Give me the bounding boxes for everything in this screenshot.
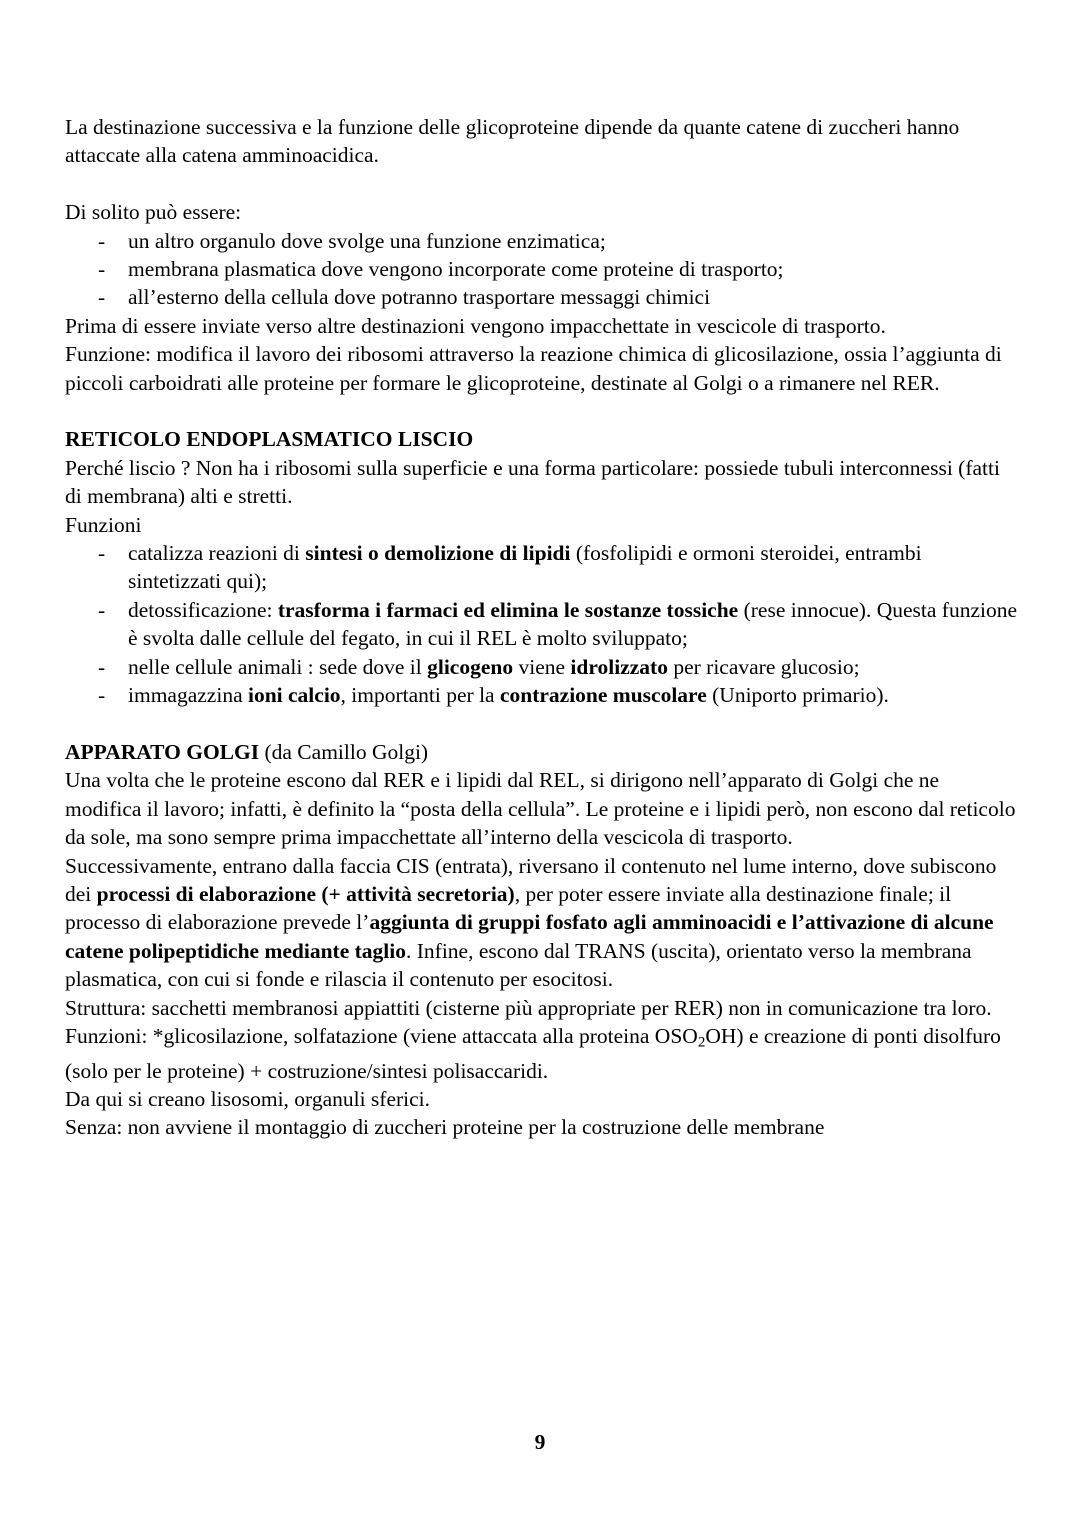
text-run: La destinazione successiva e la funzione delle glicoproteine dipende da quante catene di zuccheri hanno attaccate alla catena amminoacidica. (65, 115, 960, 168)
text-run: , per poter essere inviate alla destinazione finale; il processo di elaborazione prevede l’ (65, 881, 952, 935)
funzioni-label-rel (65, 511, 1017, 539)
list-item-organulo (65, 227, 1017, 255)
text-run: immagazzina (128, 683, 248, 708)
text-run: viene (513, 654, 571, 679)
text-run: Senza: non avviene il montaggio di zuccheri proteine per la costruzione delle membrane (65, 1115, 825, 1140)
golgi-una-volta (65, 766, 1017, 851)
bold-run: APPARATO GOLGI (65, 739, 260, 764)
text-run: (da Camillo Golgi) (259, 739, 429, 764)
text-run: (Uniporto primario). (706, 683, 889, 708)
bold-run: glicogeno (427, 654, 514, 679)
list-marker-dash: - (98, 654, 106, 679)
list-marker-dash: - (98, 285, 106, 310)
golgi-struttura (65, 994, 1017, 1022)
list-item-membrana-plasmatica (65, 255, 1017, 283)
text-run: Di solito può essere: (65, 200, 242, 225)
bold-run: RETICOLO ENDOPLASMATICO LISCIO (65, 427, 474, 452)
blank-line-1 (65, 170, 1017, 198)
bold-run: sintesi o demolizione di lipidi (305, 541, 571, 566)
text-run: Successivamente, entrano dalla faccia CIS (entrata), riversano il contenuto nel lume interno, dove subiscono dei (65, 853, 997, 906)
text-run: Prima di essere inviate verso altre destinazioni vengono impacchettate in vescicole di trasporto. (65, 313, 886, 338)
text-run: Perché liscio ? Non ha i ribosomi sulla superficie e una forma particolare: possiede tubuli interconnessi (fatti di membrana) alti e stretti. (65, 455, 1000, 509)
di-solito-lead-in (65, 198, 1017, 226)
text-run: detossificazione: (128, 597, 278, 622)
text-run: OH) e creazione di ponti disolfuro (solo per le proteine) + costruzione/sintesi polisaccaridi. (65, 1023, 1001, 1083)
text-run: catalizza reazioni di (128, 541, 306, 566)
document-body (65, 113, 1017, 1142)
list-item-detossificazione (65, 596, 1017, 653)
list-marker-dash: - (98, 228, 106, 253)
destinazioni-list (65, 227, 1017, 312)
text-run: Funzioni: *glicosilazione, solfatazione (viene attaccata alla proteina OSO (65, 1023, 698, 1048)
list-item-text (128, 655, 860, 679)
text-run: Da qui si creano lisosomi, organuli sferici. (65, 1087, 431, 1112)
list-item-glicogeno (65, 653, 1017, 681)
subscript-run: 2 (697, 1034, 706, 1051)
text-run: un altro organulo dove svolge una funzione enzimatica; (128, 228, 606, 253)
prima-di-essere-inviate (65, 312, 1017, 340)
text-run: , importanti per la (340, 683, 500, 708)
golgi-lisosomi (65, 1085, 1017, 1113)
bold-run: idrolizzato (570, 654, 668, 679)
funzione-rer (65, 340, 1017, 397)
list-item-esterno-cellula (65, 283, 1017, 311)
bold-run: ioni calcio (247, 683, 341, 708)
list-item-ioni-calcio (65, 681, 1017, 709)
text-run: Funzioni (65, 512, 142, 537)
heading-apparato-golgi (65, 738, 1017, 766)
list-marker-dash: - (98, 257, 106, 282)
text-run: all’esterno della cellula dove potranno trasportare messaggi chimici (128, 285, 711, 310)
list-marker-dash: - (98, 683, 106, 708)
bold-run: processi di elaborazione (+ attività secretoria) (96, 881, 515, 906)
text-run: nelle cellule animali : sede dove il (128, 654, 428, 679)
text-run: Una volta che le proteine escono dal RER e i lipidi dal REL, si dirigono nell’apparato di Golgi che ne modifica il lavoro; infatti, è definito la “posta della cellula”. Le proteine e i lipidi però, non escono dal reticolo da sole, ma sono sempre prima impacchettate all’interno della vescicola di trasporto. (65, 768, 1016, 850)
golgi-senza (65, 1113, 1017, 1141)
list-item-text (128, 257, 784, 281)
text-run: . Infine, escono dal TRANS (uscita), orientato verso la membrana plasmatica, con cui si fonde e rilascia il contenuto per esocitosi. (65, 938, 972, 992)
blank-line-3 (65, 710, 1017, 738)
golgi-funzioni (65, 1022, 1017, 1085)
list-item-text (128, 229, 606, 253)
list-marker-dash: - (98, 597, 106, 622)
text-run: membrana plasmatica dove vengono incorporate come proteine di trasporto; (128, 257, 784, 282)
text-run: (rese innocue). Questa funzione è svolta dalle cellule del fegato, in cui il REL è molto sviluppato; (128, 597, 1018, 651)
heading-reticolo-endoplasmatico-liscio (65, 425, 1017, 453)
bold-run: contrazione muscolare (499, 683, 707, 708)
text-run: per ricavare glucosio; (667, 654, 860, 679)
page-number: 9 (534, 1430, 546, 1454)
list-item-text (128, 683, 889, 707)
perche-liscio (65, 454, 1017, 511)
bold-run: trasforma i farmaci ed elimina le sostanze tossiche (277, 597, 739, 622)
list-item-sintesi-lipidi (65, 539, 1017, 596)
intro-paragraph (65, 113, 1017, 170)
list-item-text (128, 541, 922, 593)
list-item-text (128, 285, 710, 309)
blank-line-2 (65, 397, 1017, 425)
list-item-text (128, 598, 1017, 650)
bold-run: aggiunta di gruppi fosfato agli amminoacidi e l’attivazione di alcune catene polipeptidiche mediante taglio (65, 910, 994, 963)
text-run: Funzione: modifica il lavoro dei ribosomi attraverso la reazione chimica di glicosilazione, ossia l’aggiunta di piccoli carboidrati alle proteine per formare le glicoproteine, destinate al Golgi o a rimanere nel RER. (65, 342, 1002, 395)
text-run: (fosfolipidi e ormoni steroidei, entrambi sintetizzati qui); (128, 541, 922, 594)
text-run: Struttura: sacchetti membranosi appiattiti (cisterne più appropriate per RER) non in comunicazione tra loro. (65, 995, 992, 1020)
list-marker-dash: - (98, 541, 106, 566)
golgi-successivamente (65, 852, 1017, 994)
funzioni-rel-list (65, 539, 1017, 709)
